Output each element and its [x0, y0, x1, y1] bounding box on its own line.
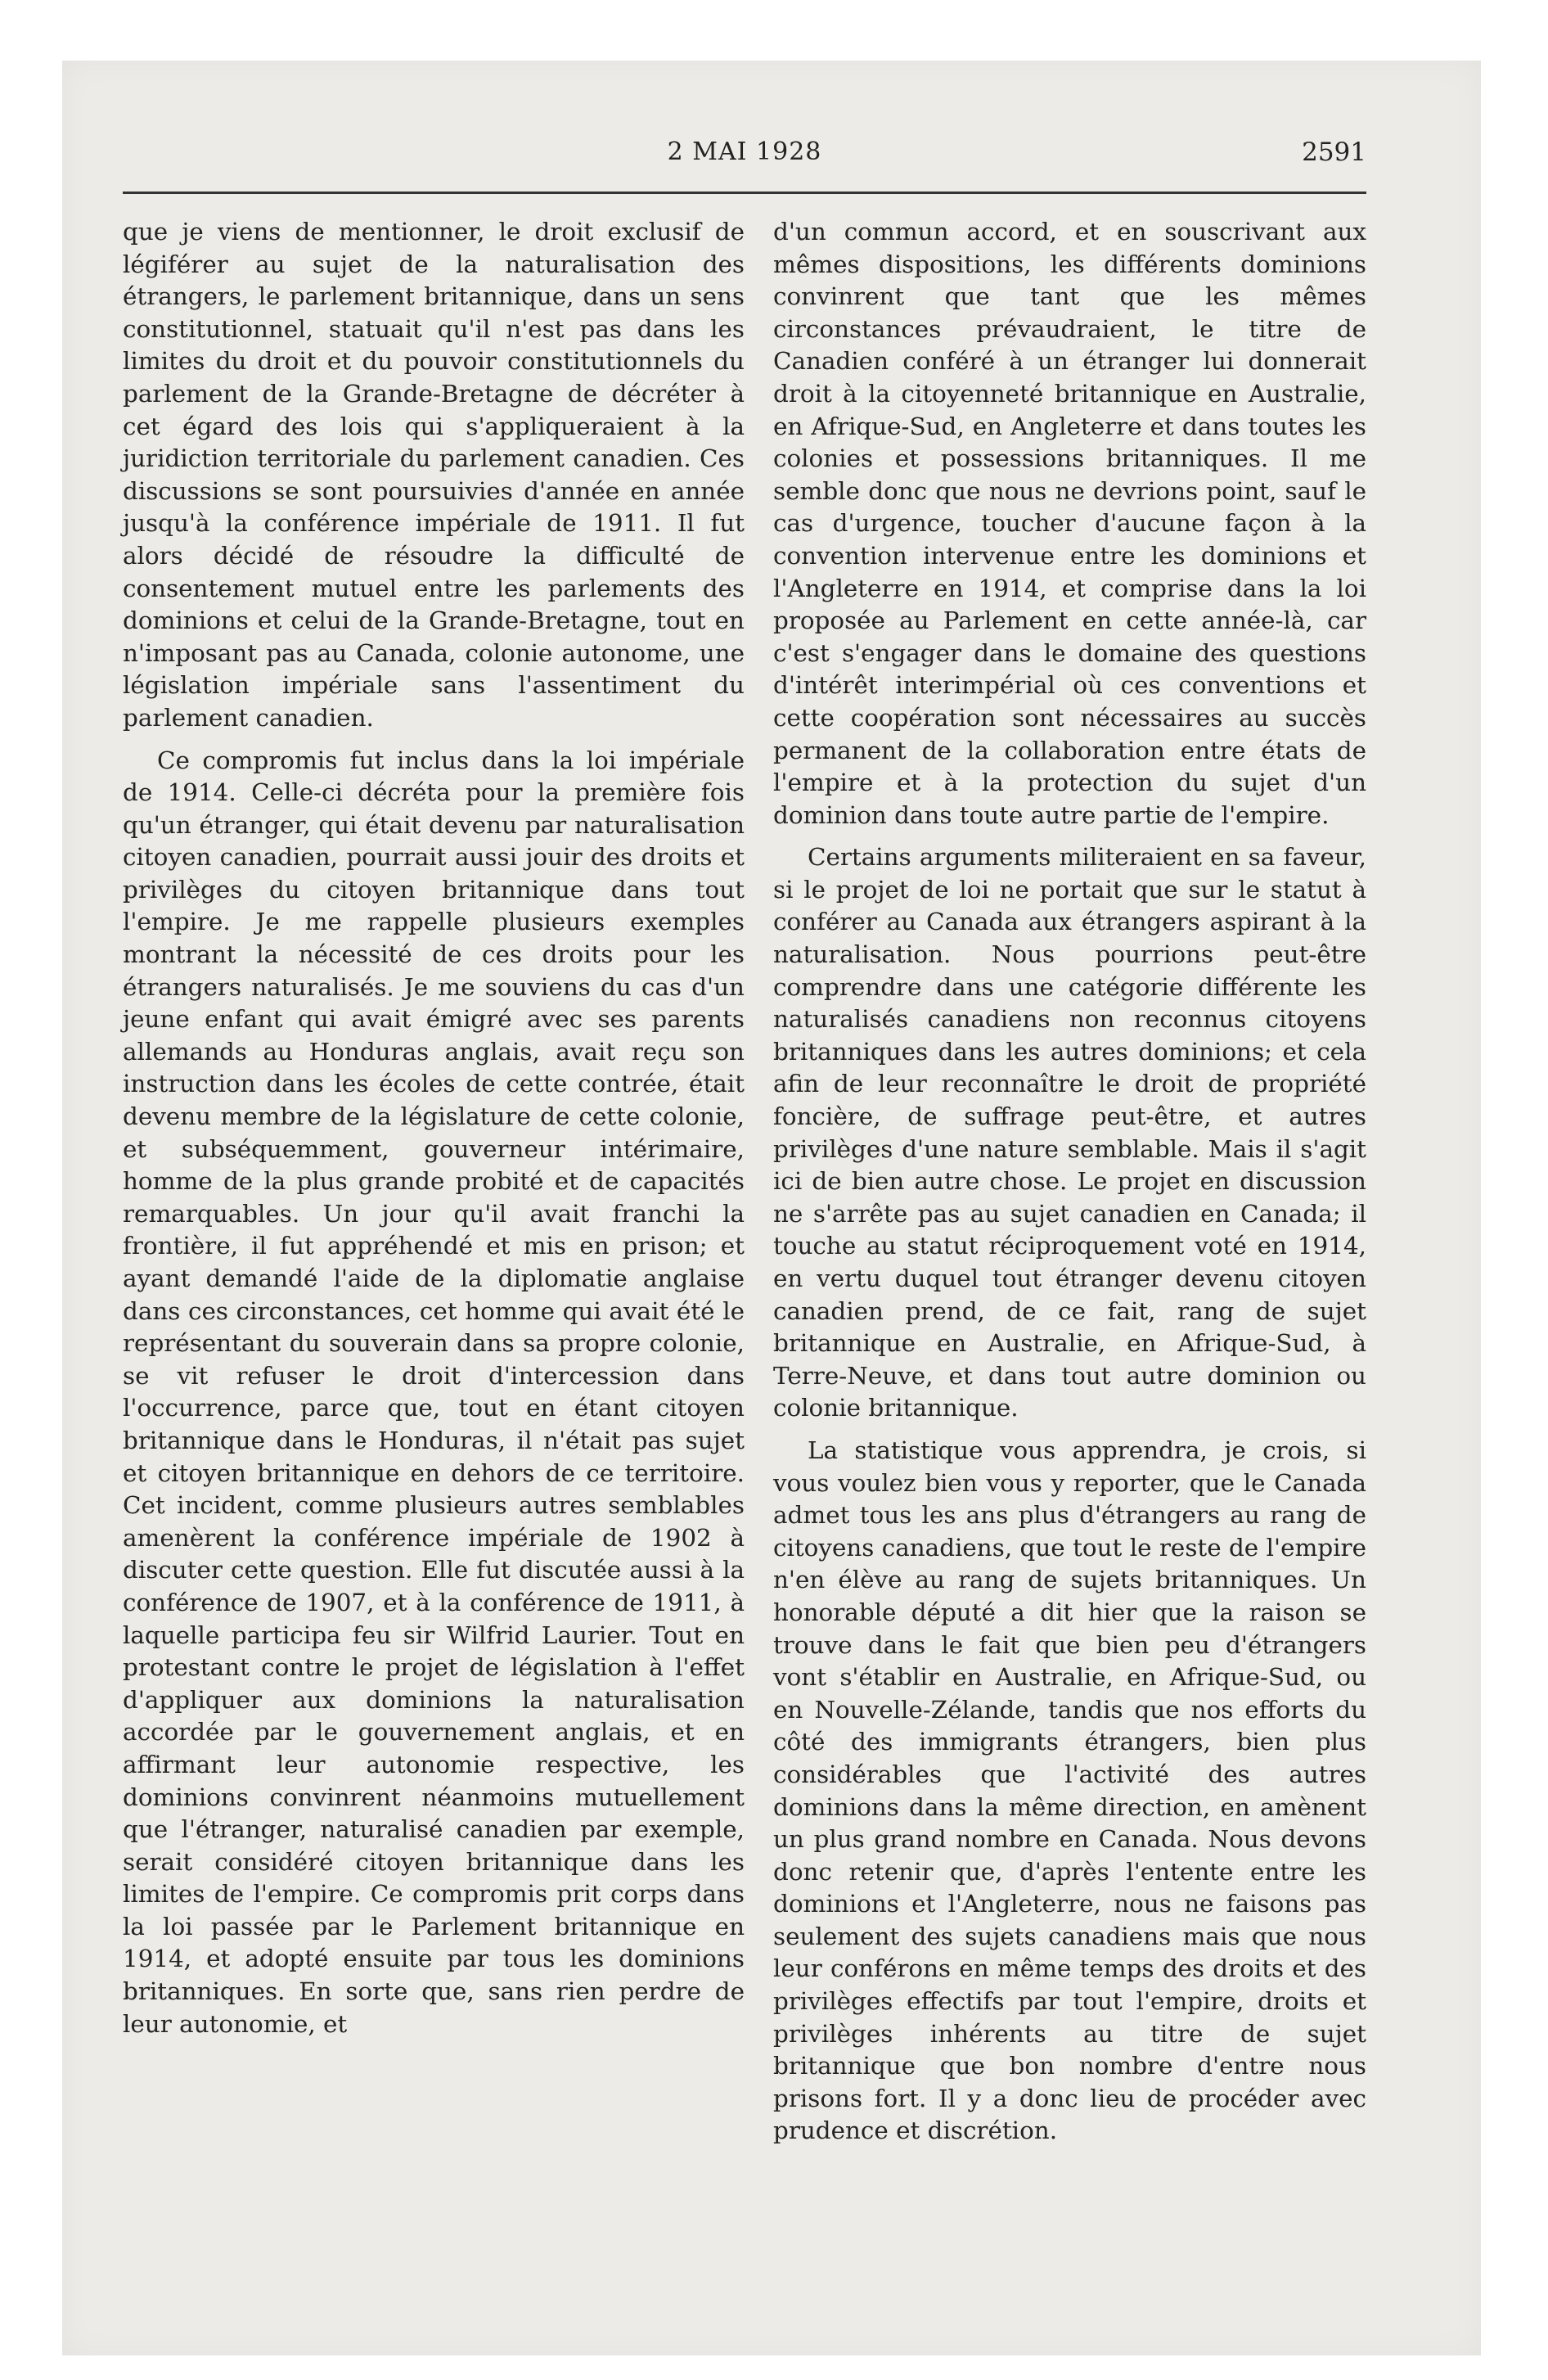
paragraph: que je viens de mentionner, le droit exclusif de légiférer au sujet de la naturalisation des étrangers, le parlement britannique, dans un sens constitutionnel, statuait qu'il n'est pas dans les limites du droit et du pouvoir constitutionnels du parlement de la Grande-Bretagne de décréter à cet égard des lois qui s'appliqueraient à la juridiction territoriale du parlement canadien. Ces discussions se sont poursuivies d'année en année jusqu'à la conférence impériale de 1911. Il fut alors décidé de résoudre la difficulté de consentement mutuel entre les parlements des dominions et celui de la Grande-Bretagne, tout en n'imposant pas au Canada, colonie autonome, une législation impériale sans l'assentiment du parlement canadien. — [123, 218, 745, 732]
page-date: 2 MAI 1928 — [667, 137, 822, 166]
paragraph: d'un commun accord, et en souscrivant aux mêmes dispositions, les différents dominions convinrent que tant que les mêmes circonstances prévaudraient, le titre de Canadien conféré à un étranger lui donnerait droit à la citoyenneté britannique en Australie, en Afrique-Sud, en Angleterre et dans toutes les colonies et possessions britanniques. Il me semble donc que nous ne devrions point, sauf le cas d'urgence, toucher d'aucune façon à la convention intervenue entre les dominions et l'Angleterre en 1914, et comprise dans la loi proposée au Parlement en cette année-là, car c'est s'engager dans le domaine des questions d'intérêt interimpérial où ces conventions et cette coopération sont nécessaires au succès permanent de la collaboration entre états de l'empire et à la protection du sujet d'un dominion dans toute autre partie de l'empire. — [773, 218, 1366, 829]
paragraph: Certains arguments militeraient en sa faveur, si le projet de loi ne portait que sur le statut à conférer au Canada aux étrangers aspirant à la naturalisation. Nous pourrions peut-être comprendre dans une catégorie différente les naturalisés canadiens non reconnus citoyens britanniques dans les autres dominions; et cela afin de leur reconnaître le droit de propriété foncière, de suffrage peut-être, et autres privilèges d'une nature semblable. Mais il s'agit ici de bien autre chose. Le projet en discussion ne s'arrête pas au sujet canadien en Canada; il touche au statut réciproquement voté en 1914, en vertu duquel tout étranger devenu citoyen canadien prend, de ce fait, rang de sujet britannique en Australie, en Afrique-Sud, à Terre-Neuve, et dans tout autre dominion ou colonie britannique. — [773, 843, 1366, 1422]
page-number: 2591 — [1302, 137, 1366, 167]
page-header — [123, 137, 1366, 170]
right-column — [773, 216, 1366, 2148]
left-column — [123, 216, 745, 2040]
paragraph: Ce compromis fut inclus dans la loi impériale de 1914. Celle-ci décréta pour la première fois qu'un étranger, qui était devenu par naturalisation citoyen canadien, pourrait aussi jouir des droits et privilèges du citoyen britannique dans tout l'empire. Je me rappelle plusieurs exemples montrant la nécessité de ces droits pour les étrangers naturalisés. Je me souviens du cas d'un jeune enfant qui avait émigré avec ses parents allemands au Honduras anglais, avait reçu son instruction dans les écoles de cette contrée, était devenu membre de la législature de cette colonie, et subséquemment, gouverneur intérimaire, homme de la plus grande probité et de capacités remarquables. Un jour qu'il avait franchi la frontière, il fut appréhendé et mis en prison; et ayant demandé l'aide de la diplomatie anglaise dans ces circonstances, cet homme qui avait été le représentant du souverain dans sa propre colonie, se vit refuser le droit d'intercession dans l'occurrence, parce que, tout en étant citoyen britannique dans le Honduras, il n'était pas sujet et citoyen britannique en dehors de ce territoire. Cet incident, comme plusieurs autres semblables amenèrent la conférence impériale de 1902 à discuter cette question. Elle fut discutée aussi à la conférence de 1907, et à la conférence de 1911, à laquelle participa feu sir Wilfrid Laurier. Tout en protestant contre le projet de législation à l'effet d'appliquer aux dominions la naturalisation accordée par le gouvernement anglais, et en affirmant leur autonomie respective, les dominions convinrent néanmoins mutuellement que l'étranger, naturalisé canadien par exemple, serait considéré citoyen britannique dans les limites de l'empire. Ce compromis prit corps dans la loi passée par le Parlement britannique en 1914, et adopté ensuite par tous les dominions britanniques. En sorte que, sans rien perdre de leur autonomie, et — [123, 746, 745, 2038]
paragraph: La statistique vous apprendra, je crois, si vous voulez bien vous y reporter, que le Canada admet tous les ans plus d'étrangers au rang de citoyens canadiens, que tout le reste de l'empire n'en élève au rang de sujets britanniques. Un honorable député a dit hier que la raison se trouve dans le fait que bien peu d'étrangers vont s'établir en Australie, en Afrique-Sud, ou en Nouvelle-Zélande, tandis que nos efforts du côté des immigrants étrangers, bien plus considérables que l'activité des autres dominions dans la même direction, en amènent un plus grand nombre en Canada. Nous devons donc retenir que, d'après l'entente entre les dominions et l'Angleterre, nous ne faisons pas seulement des sujets canadiens mais que nous leur conférons en même temps des droits et des privilèges effectifs par tout l'empire, droits et privilèges inhérents au titre de sujet britannique que bon nombre d'entre nous prisons fort. Il y a donc lieu de procéder avec prudence et discrétion. — [773, 1436, 1366, 2145]
header-rule — [123, 192, 1366, 194]
